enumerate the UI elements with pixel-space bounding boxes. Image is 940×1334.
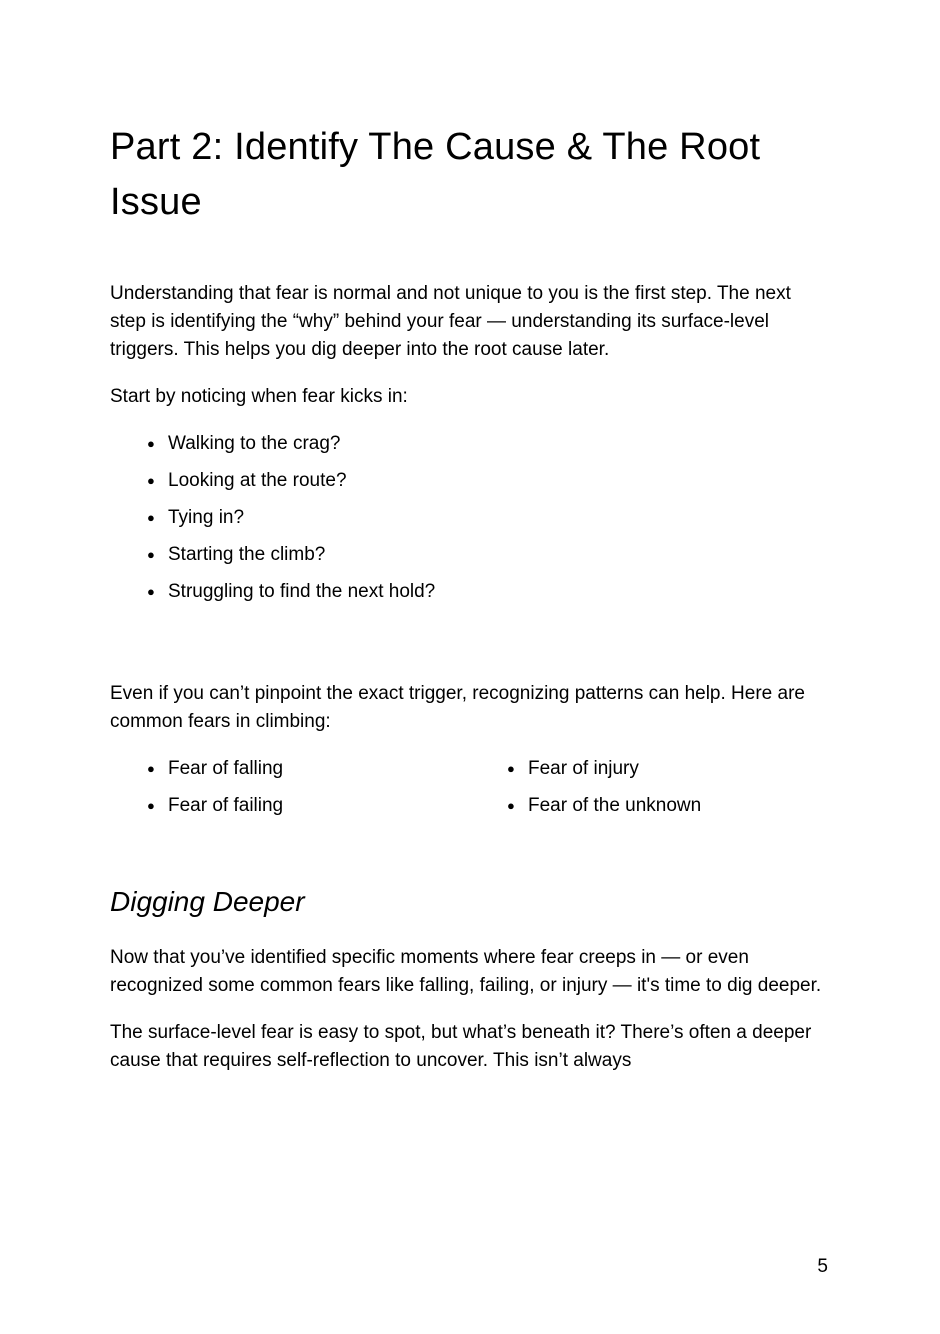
- list-item: ● Fear of the unknown: [470, 792, 830, 820]
- list-item: ● Tying in?: [110, 504, 830, 532]
- document-page: [0, 120, 940, 1334]
- page-number: 5: [817, 1256, 828, 1277]
- paragraph-intro: Understanding that fear is normal and not unique to you is the first step. The next step is identifying the “why” behind your fear — understanding its surface-level triggers. This helps you dig deeper into the root cause later.: [110, 283, 791, 360]
- list-item: ● Fear of falling: [110, 755, 470, 783]
- fears-list-left: [110, 755, 470, 829]
- paragraph-digging-2: The surface-level fear is easy to spot, but what’s beneath it? There’s often a deeper cause that requires self-reflection to uncover. This isn’t always: [110, 1022, 812, 1071]
- paragraph-digging-1: Now that you’ve identified specific moments where fear creeps in — or even recognized some common fears like falling, failing, or injury — it's time to dig deeper.: [110, 947, 822, 996]
- list-item: ● Fear of failing: [110, 792, 470, 820]
- list-item: ● Fear of injury: [470, 755, 830, 783]
- page-title: Part 2: Identify The Cause & The Root Issue: [110, 126, 761, 223]
- paragraph-start-noticing: Start by noticing when fear kicks in:: [110, 386, 408, 407]
- trigger-list: [110, 430, 830, 606]
- paragraph-patterns: Even if you can’t pinpoint the exact trigger, recognizing patterns can help. Here are common fears in climbing:: [110, 683, 805, 732]
- list-item: ● Struggling to find the next hold?: [110, 578, 830, 606]
- fears-list-right: [470, 755, 830, 829]
- section-heading-digging-deeper: Digging Deeper: [110, 886, 305, 917]
- list-item: ● Walking to the crag?: [110, 430, 830, 458]
- list-item: ● Starting the climb?: [110, 541, 830, 569]
- common-fears-columns: [110, 755, 830, 829]
- list-item: ● Looking at the route?: [110, 467, 830, 495]
